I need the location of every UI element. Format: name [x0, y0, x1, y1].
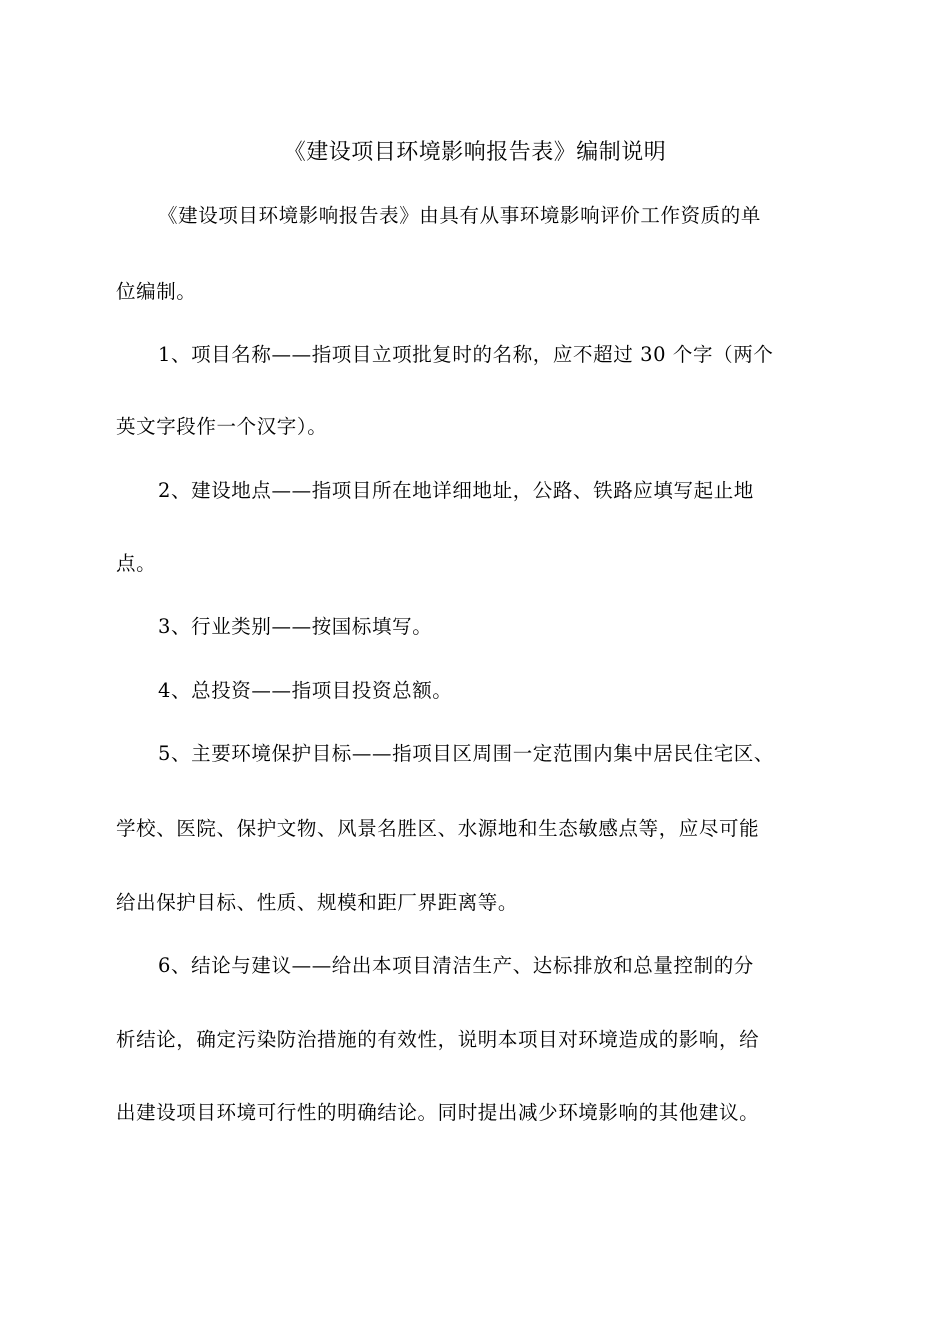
item-2-line-2: 点。: [116, 552, 157, 575]
item-4: 4、总投资——指项目投资总额。: [158, 679, 453, 702]
item-1-line-1: 1、项目名称——指项目立项批复时的名称，应不超过 30 个字（两个: [158, 343, 774, 366]
item-6-line-2: 析结论，确定污染防治措施的有效性，说明本项目对环境造成的影响，给: [116, 1028, 760, 1051]
paragraph-intro-line-1: 《建设项目环境影响报告表》由具有从事环境影响评价工作资质的单: [158, 204, 762, 227]
item-6-line-3: 出建设项目环境可行性的明确结论。同时提出减少环境影响的其他建议。: [116, 1101, 760, 1124]
item-5-line-2: 学校、医院、保护文物、风景名胜区、水源地和生态敏感点等，应尽可能: [116, 817, 760, 840]
item-5-line-1: 5、主要环境保护目标——指项目区周围一定范围内集中居民住宅区、: [158, 742, 775, 765]
item-1-line-2: 英文字段作一个汉字）。: [116, 415, 328, 438]
item-6-line-1: 6、结论与建议——给出本项目清洁生产、达标排放和总量控制的分: [158, 954, 754, 977]
item-3: 3、行业类别——按国标填写。: [158, 615, 433, 638]
item-2-line-1: 2、建设地点——指项目所在地详细地址，公路、铁路应填写起止地: [158, 479, 754, 502]
paragraph-intro-line-2: 位编制。: [116, 280, 197, 303]
document-title: 《建设项目环境影响报告表》编制说明: [283, 140, 667, 165]
item-5-line-3: 给出保护目标、性质、规模和距厂界距离等。: [116, 891, 519, 914]
